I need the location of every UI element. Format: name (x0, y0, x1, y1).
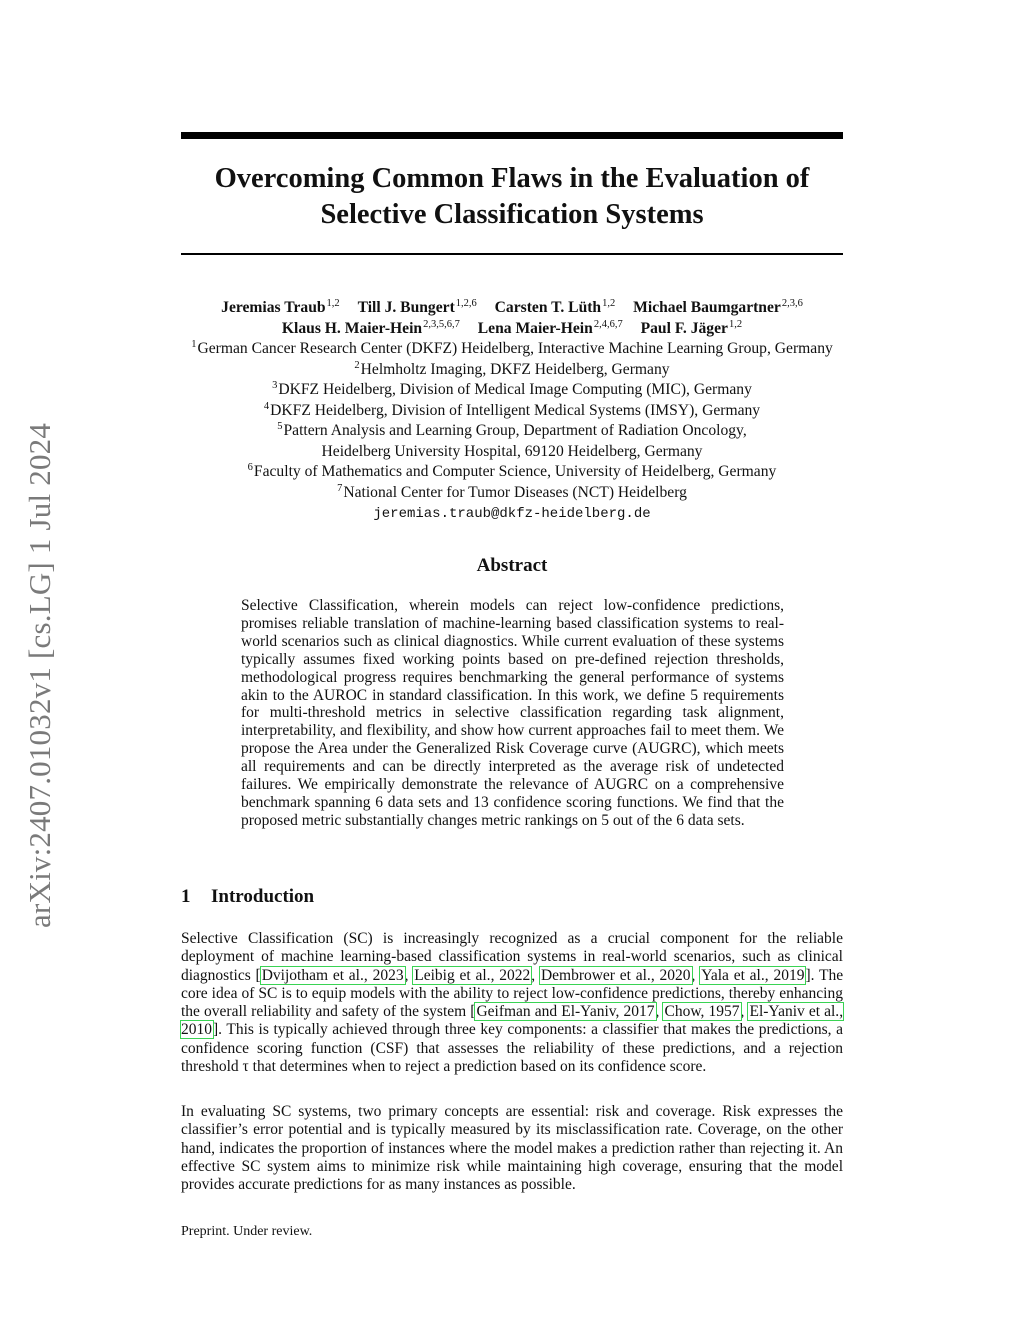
paper-title (181, 161, 843, 233)
citation-link[interactable]: Yala et al., 2019 (701, 966, 805, 984)
citation-link[interactable]: Geifman and El-Yaniv, 2017 (476, 1003, 655, 1021)
citation-link[interactable]: El-Yaniv et al., 2010 (181, 1003, 844, 1039)
abstract-heading: Abstract (476, 555, 548, 576)
author: Carsten T. Lüth$^{1,2}$ (494, 298, 616, 316)
affiliation: $^3$DKFZ Heidelberg, Division of Medical Image Computing (MIC), Germany (272, 380, 752, 398)
author-row-1 (140, 298, 884, 319)
author: Till J. Bungert$^{1,2,6}$ (357, 298, 477, 316)
page-footer: Preprint. Under review. (181, 1224, 313, 1239)
abstract-text: Selective Classification, wherein models can reject low-confidence predictions, promises reliable translation of machine-learning based classification systems to real-world scenarios such as clinical diagnostics. While current evaluation of these systems typically assumes fixed working points based on pre-defined rejection thresholds, methodological progress requires benchmarking the general performance of systems akin to the AUROC in standard classification. In this work, we define 5 requirements for multi-threshold metrics in selective classification regarding task alignment, interpretability, and flexibility, and show how current approaches fail to meet them. We propose the Area under the Generalized Risk Coverage curve (AUGRC), which meets all requirements and can be directly interpreted as the average risk of undetected failures. We empirically demonstrate the relevance of AUGRC on a comprehensive benchmark spanning 6 data sets and 13 confidence scoring functions. We find that the proposed metric substantially changes metric rankings on 5 out of the 6 data sets. (241, 597, 784, 829)
affiliation: $^5$Pattern Analysis and Learning Group, Department of Radiation Oncology, (277, 421, 747, 439)
author-row-2 (140, 319, 884, 340)
affiliation: $^2$Helmholtz Imaging, DKFZ Heidelberg, Germany (354, 359, 670, 378)
author: Klaus H. Maier-Hein$^{2,3,5,6,7}$ (281, 318, 460, 337)
citation-link[interactable]: Leibig et al., 2022 (414, 966, 531, 984)
section-title: Introduction (211, 886, 315, 907)
introduction-paragraph-1: Selective Classification (SC) is increasingly recognized as a crucial component for the reliable deployment of machine learning-based classification systems in real-world scenarios, such as clinical diagnostics [Dvijotham et al., 2023, Leibig et al., 2022, Dembrower et al., 2020, Yala et al., 2019]. The core idea of SC is to equip models with the ability to reject low-confidence predictions, thereby enhancing the overall reliability and safety of the system [Geifman and El-Yaniv, 2017, Chow, 1957, El-Yaniv et al., 2010]. This is typically achieved through three key components: a classifier that makes the predictions, a confidence scoring function (CSF) that assesses the reliability of these predictions, and a rejection threshold τ that determines when to reject a prediction based on its confidence score. (181, 930, 844, 1076)
section-number: 1 (181, 886, 191, 907)
abstract-body (241, 597, 784, 830)
affiliation: $^6$Faculty of Mathematics and Computer Science, University of Heidelberg, Germany (247, 462, 777, 480)
affiliation: $^4$DKFZ Heidelberg, Division of Intelligent Medical Systems (IMSY), Germany (263, 400, 761, 419)
arxiv-identifier: arXiv:2407.01032v1 [cs.LG] 1 Jul 2024 (22, 422, 57, 928)
author-block (140, 298, 884, 525)
author: Paul F. Jäger$^{1,2}$ (640, 318, 743, 337)
author: Jeremias Traub$^{1,2}$ (221, 298, 340, 316)
title-rule-bottom (181, 253, 843, 255)
affiliation: $^7$National Center for Tumor Diseases (NCT) Heidelberg (337, 482, 687, 501)
affiliation: Heidelberg University Hospital, 69120 Heidelberg, Germany (321, 442, 703, 460)
citation-link[interactable]: Dembrower et al., 2020 (540, 966, 691, 984)
title-line-2: Selective Classification Systems (320, 199, 704, 230)
citation-link[interactable]: Dvijotham et al., 2023 (261, 966, 404, 984)
affiliation: $^1$German Cancer Research Center (DKFZ) Heidelberg, Interactive Machine Learning Group, Germany (191, 339, 833, 357)
author: Lena Maier-Hein$^{2,4,6,7}$ (477, 318, 623, 337)
title-line-1: Overcoming Common Flaws in the Evaluation of (214, 163, 810, 194)
contact-email[interactable]: jeremias.traub@dkfz-heidelberg.de (373, 506, 651, 522)
author: Michael Baumgartner$^{2,3,6}$ (633, 298, 803, 316)
title-rule-top (181, 132, 843, 139)
citation-link[interactable]: Chow, 1957 (664, 1003, 740, 1021)
introduction-paragraph-2: In evaluating SC systems, two primary concepts are essential: risk and coverage. Risk expresses the classifier’s error potential and is typically measured by its misclassification rate. Coverage, on the other hand, indicates the proportion of instances where the model makes a prediction rather than rejecting it. An effective SC system aims to minimize risk while maintaining high coverage, ensuring that the model provides accurate predictions for as many instances as possible. (181, 1103, 843, 1194)
section-heading-introduction (181, 886, 314, 908)
